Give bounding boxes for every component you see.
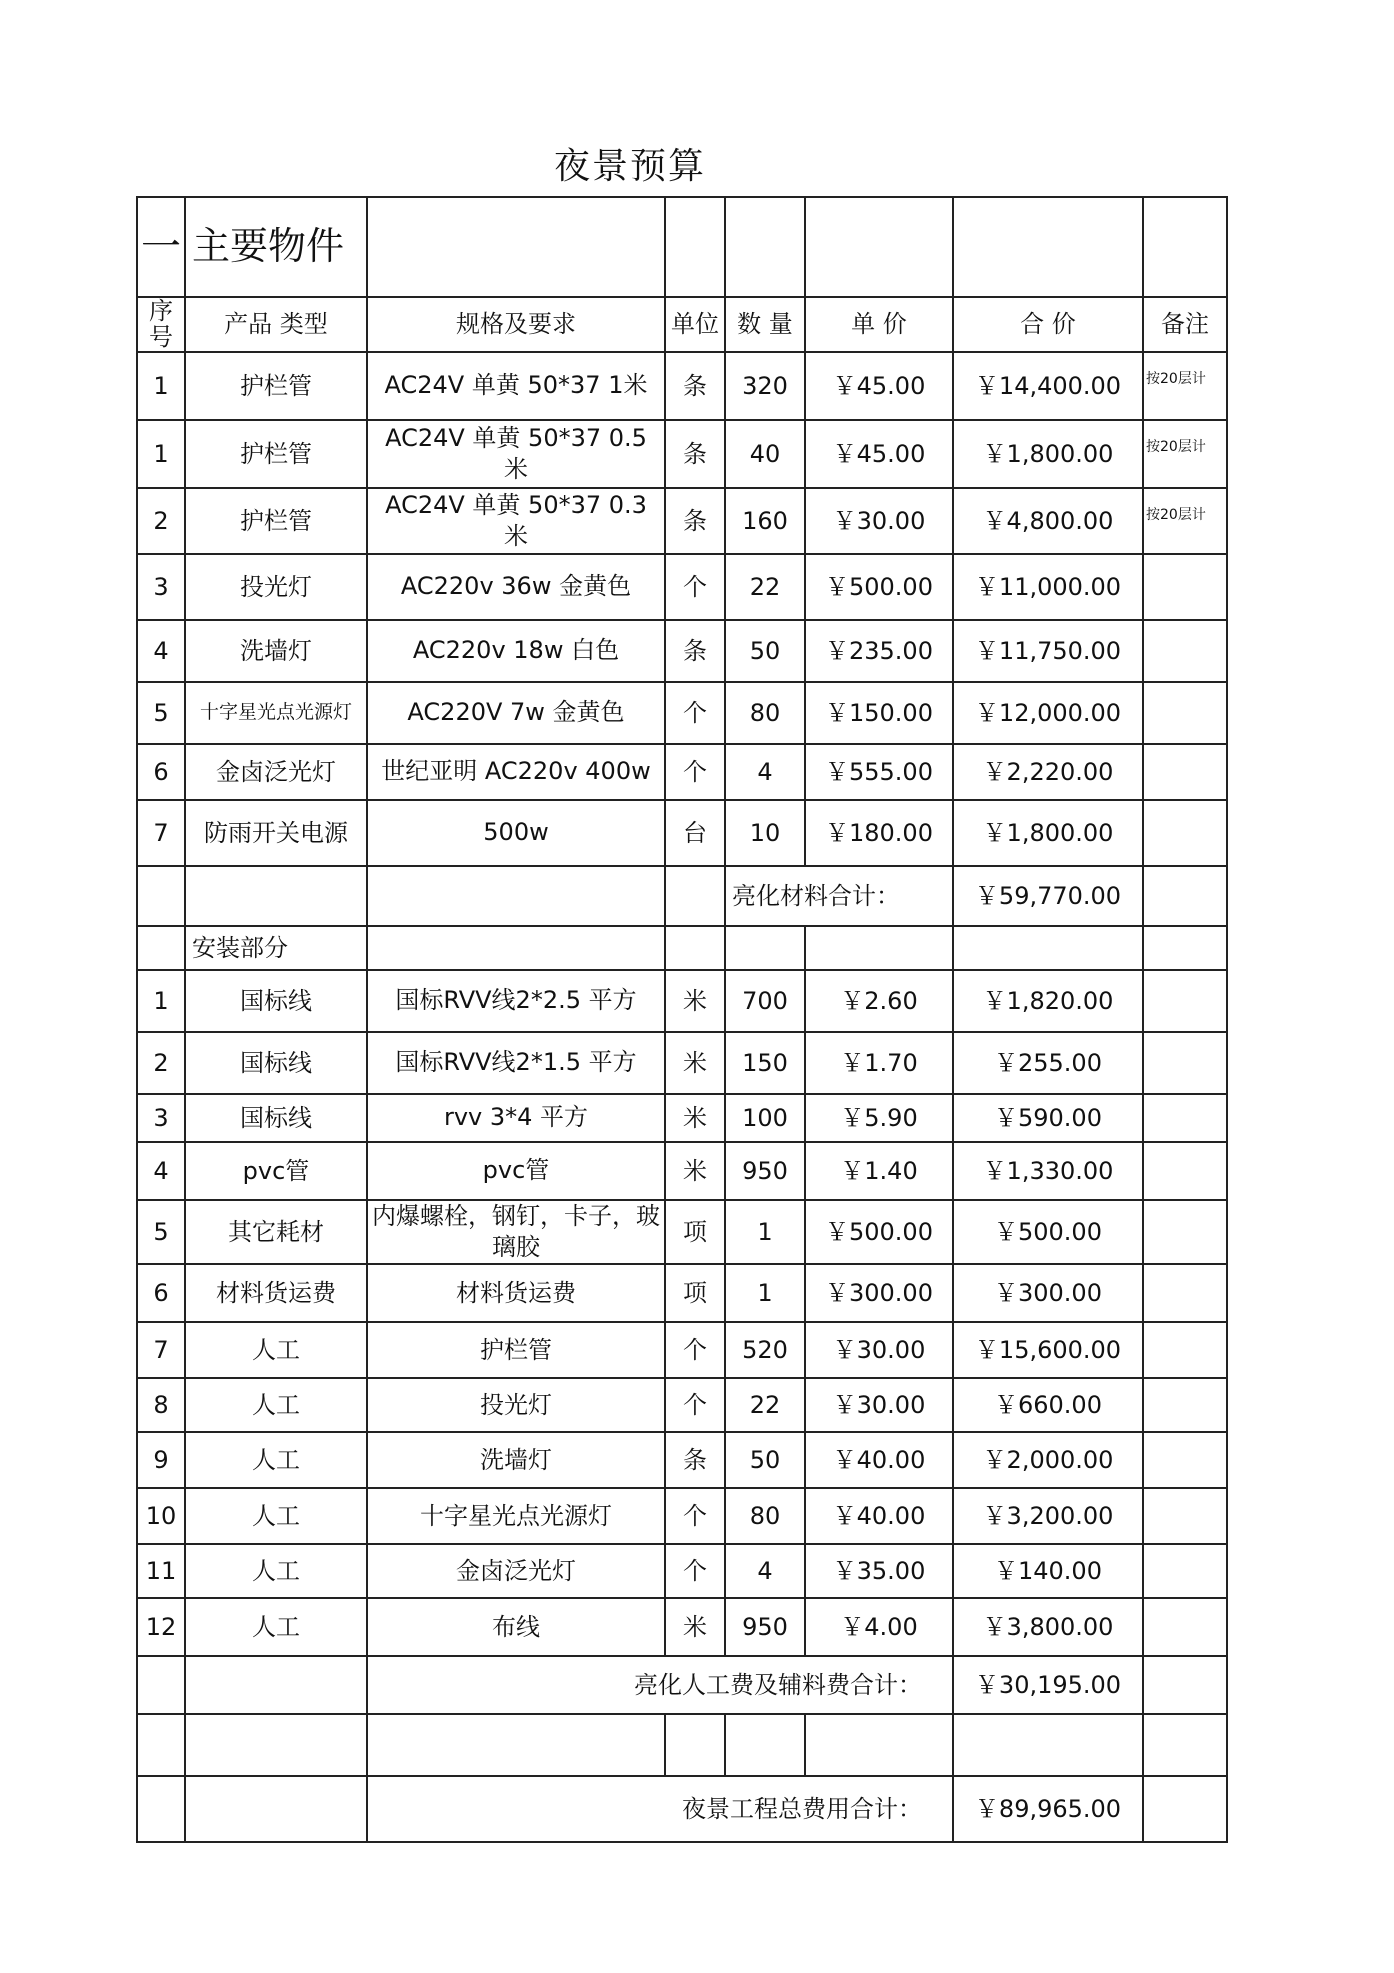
- row-total: ￥1,330.00: [953, 1142, 1143, 1200]
- row-spec: 投光灯: [367, 1378, 665, 1432]
- row-note: 按20层计: [1143, 420, 1227, 488]
- row-price: ￥500.00: [805, 554, 953, 620]
- row-unit: 条: [665, 488, 725, 554]
- row-unit: 条: [665, 1432, 725, 1488]
- row-seq: 4: [137, 1142, 185, 1200]
- row-total: ￥590.00: [953, 1094, 1143, 1142]
- row-seq: 12: [137, 1598, 185, 1656]
- row-unit: 条: [665, 420, 725, 488]
- row-qty: 150: [725, 1032, 805, 1094]
- table-row: [137, 488, 1227, 554]
- row-spec: 500w: [367, 800, 665, 866]
- row-spec: 金卤泛光灯: [367, 1544, 665, 1598]
- row-total: ￥1,800.00: [953, 420, 1143, 488]
- table-row: [137, 1142, 1227, 1200]
- row-qty: 4: [725, 744, 805, 800]
- subtotal-materials-label: 亮化材料合计：: [725, 866, 953, 926]
- row-unit: 条: [665, 352, 725, 420]
- row-total: ￥3,200.00: [953, 1488, 1143, 1544]
- row-unit: 项: [665, 1264, 725, 1322]
- table-row: [137, 1488, 1227, 1544]
- row-price: ￥150.00: [805, 682, 953, 744]
- section-1-title: 主要物件: [185, 197, 367, 297]
- row-note: [1143, 1264, 1227, 1322]
- row-total: ￥500.00: [953, 1200, 1143, 1264]
- row-total: ￥1,800.00: [953, 800, 1143, 866]
- row-qty: 40: [725, 420, 805, 488]
- row-spec: AC24V 单黄 50*37 1米: [367, 352, 665, 420]
- row-price: ￥1.40: [805, 1142, 953, 1200]
- row-unit: 米: [665, 1598, 725, 1656]
- row-spec: 布线: [367, 1598, 665, 1656]
- row-qty: 50: [725, 1432, 805, 1488]
- row-qty: 160: [725, 488, 805, 554]
- header-note: 备注: [1143, 297, 1227, 352]
- row-seq: 1: [137, 970, 185, 1032]
- row-qty: 100: [725, 1094, 805, 1142]
- section-2-row: [137, 926, 1227, 970]
- row-note: [1143, 554, 1227, 620]
- row-spec: 护栏管: [367, 1322, 665, 1378]
- row-unit: 项: [665, 1200, 725, 1264]
- row-note: [1143, 744, 1227, 800]
- section-1-row: [137, 197, 1227, 297]
- header-spec: 规格及要求: [367, 297, 665, 352]
- row-spec: AC220v 36w 金黄色: [367, 554, 665, 620]
- row-qty: 22: [725, 554, 805, 620]
- row-price: ￥500.00: [805, 1200, 953, 1264]
- row-spec: 洗墙灯: [367, 1432, 665, 1488]
- row-product: 国标线: [185, 1032, 367, 1094]
- row-qty: 80: [725, 682, 805, 744]
- row-product: 金卤泛光灯: [185, 744, 367, 800]
- row-note: [1143, 970, 1227, 1032]
- table-row: [137, 1432, 1227, 1488]
- row-note: [1143, 1432, 1227, 1488]
- row-total: ￥255.00: [953, 1032, 1143, 1094]
- row-product: pvc管: [185, 1142, 367, 1200]
- table-row: [137, 1598, 1227, 1656]
- row-qty: 80: [725, 1488, 805, 1544]
- row-unit: 个: [665, 682, 725, 744]
- row-spec: 材料货运费: [367, 1264, 665, 1322]
- row-qty: 1: [725, 1200, 805, 1264]
- row-unit: 个: [665, 744, 725, 800]
- header-total: 合 价: [953, 297, 1143, 352]
- row-spec: AC220v 18w 白色: [367, 620, 665, 682]
- row-seq: 7: [137, 800, 185, 866]
- row-product: 十字星光点光源灯: [185, 682, 367, 744]
- row-total: ￥15,600.00: [953, 1322, 1143, 1378]
- row-unit: 个: [665, 1488, 725, 1544]
- table-row: [137, 970, 1227, 1032]
- row-price: ￥35.00: [805, 1544, 953, 1598]
- section-1-number: 一: [137, 197, 185, 297]
- subtotal-labor-value: ￥30,195.00: [953, 1656, 1143, 1714]
- grand-total-row: [137, 1776, 1227, 1842]
- row-note: [1143, 620, 1227, 682]
- row-price: ￥4.00: [805, 1598, 953, 1656]
- row-qty: 50: [725, 620, 805, 682]
- table-row: [137, 1200, 1227, 1264]
- row-unit: 个: [665, 1544, 725, 1598]
- row-note: [1143, 682, 1227, 744]
- row-spec: 内爆螺栓，钢钉，卡子，玻璃胶: [367, 1200, 665, 1264]
- row-seq: 7: [137, 1322, 185, 1378]
- row-note: [1143, 800, 1227, 866]
- header-seq: 序号: [137, 297, 185, 352]
- table-row: [137, 744, 1227, 800]
- row-seq: 10: [137, 1488, 185, 1544]
- subtotal-materials-value: ￥59,770.00: [953, 866, 1143, 926]
- row-seq: 3: [137, 554, 185, 620]
- row-product: 材料货运费: [185, 1264, 367, 1322]
- row-note: [1143, 1378, 1227, 1432]
- table-row: [137, 800, 1227, 866]
- row-unit: 米: [665, 970, 725, 1032]
- row-product: 护栏管: [185, 352, 367, 420]
- row-note: [1143, 1142, 1227, 1200]
- subtotal-materials-row: [137, 866, 1227, 926]
- row-total: ￥2,000.00: [953, 1432, 1143, 1488]
- table-row: [137, 554, 1227, 620]
- budget-table: [136, 196, 1228, 1843]
- row-product: 人工: [185, 1544, 367, 1598]
- row-unit: 米: [665, 1094, 725, 1142]
- row-note: [1143, 1598, 1227, 1656]
- row-spec: AC24V 单黄 50*37 0.3 米: [367, 488, 665, 554]
- table-row: [137, 1378, 1227, 1432]
- page-title: 夜景预算: [553, 146, 706, 187]
- row-spec: AC220V 7w 金黄色: [367, 682, 665, 744]
- row-price: ￥555.00: [805, 744, 953, 800]
- budget-table-body: [137, 197, 1227, 1842]
- row-total: ￥11,000.00: [953, 554, 1143, 620]
- row-seq: 1: [137, 420, 185, 488]
- row-unit: 个: [665, 1378, 725, 1432]
- row-product: 人工: [185, 1378, 367, 1432]
- row-note: [1143, 1094, 1227, 1142]
- row-seq: 5: [137, 1200, 185, 1264]
- row-seq: 9: [137, 1432, 185, 1488]
- table-row: [137, 620, 1227, 682]
- grand-total-value: ￥89,965.00: [953, 1776, 1143, 1842]
- row-total: ￥2,220.00: [953, 744, 1143, 800]
- table-row: [137, 1032, 1227, 1094]
- row-qty: 950: [725, 1598, 805, 1656]
- section-2-title: 安装部分: [185, 926, 367, 970]
- table-row: [137, 1544, 1227, 1598]
- row-seq: 3: [137, 1094, 185, 1142]
- row-total: ￥300.00: [953, 1264, 1143, 1322]
- row-note: [1143, 1544, 1227, 1598]
- row-seq: 5: [137, 682, 185, 744]
- row-price: ￥30.00: [805, 488, 953, 554]
- row-seq: 4: [137, 620, 185, 682]
- row-total: ￥11,750.00: [953, 620, 1143, 682]
- row-seq: 6: [137, 744, 185, 800]
- row-total: ￥14,400.00: [953, 352, 1143, 420]
- row-total: ￥4,800.00: [953, 488, 1143, 554]
- row-unit: 米: [665, 1032, 725, 1094]
- row-qty: 22: [725, 1378, 805, 1432]
- row-qty: 320: [725, 352, 805, 420]
- row-spec: 国标RVV线2*2.5 平方: [367, 970, 665, 1032]
- row-seq: 2: [137, 488, 185, 554]
- row-product: 防雨开关电源: [185, 800, 367, 866]
- table-row: [137, 1322, 1227, 1378]
- row-spec: 十字星光点光源灯: [367, 1488, 665, 1544]
- row-qty: 4: [725, 1544, 805, 1598]
- row-note: 按20层计: [1143, 488, 1227, 554]
- row-product: 投光灯: [185, 554, 367, 620]
- row-unit: 个: [665, 554, 725, 620]
- row-note: [1143, 1032, 1227, 1094]
- header-product: 产品 类型: [185, 297, 367, 352]
- row-product: 人工: [185, 1488, 367, 1544]
- row-product: 人工: [185, 1432, 367, 1488]
- row-spec: 世纪亚明 AC220v 400w: [367, 744, 665, 800]
- row-unit: 条: [665, 620, 725, 682]
- row-seq: 2: [137, 1032, 185, 1094]
- row-note: [1143, 1200, 1227, 1264]
- row-spec: rvv 3*4 平方: [367, 1094, 665, 1142]
- table-row: [137, 1264, 1227, 1322]
- row-note: [1143, 1488, 1227, 1544]
- row-seq: 1: [137, 352, 185, 420]
- row-price: ￥235.00: [805, 620, 953, 682]
- header-row: [137, 297, 1227, 352]
- row-product: 护栏管: [185, 488, 367, 554]
- row-note: [1143, 1322, 1227, 1378]
- row-product: 国标线: [185, 970, 367, 1032]
- table-row: [137, 420, 1227, 488]
- row-total: ￥1,820.00: [953, 970, 1143, 1032]
- row-product: 人工: [185, 1322, 367, 1378]
- row-price: ￥40.00: [805, 1488, 953, 1544]
- row-qty: 1: [725, 1264, 805, 1322]
- row-qty: 10: [725, 800, 805, 866]
- row-price: ￥180.00: [805, 800, 953, 866]
- grand-total-label: 夜景工程总费用合计：: [367, 1776, 953, 1842]
- row-qty: 950: [725, 1142, 805, 1200]
- row-price: ￥2.60: [805, 970, 953, 1032]
- row-price: ￥5.90: [805, 1094, 953, 1142]
- row-product: 其它耗材: [185, 1200, 367, 1264]
- row-product: 洗墙灯: [185, 620, 367, 682]
- row-price: ￥30.00: [805, 1378, 953, 1432]
- row-total: ￥660.00: [953, 1378, 1143, 1432]
- row-price: ￥300.00: [805, 1264, 953, 1322]
- row-qty: 700: [725, 970, 805, 1032]
- row-price: ￥30.00: [805, 1322, 953, 1378]
- row-seq: 6: [137, 1264, 185, 1322]
- row-product: 护栏管: [185, 420, 367, 488]
- row-unit: 米: [665, 1142, 725, 1200]
- row-product: 人工: [185, 1598, 367, 1656]
- row-total: ￥12,000.00: [953, 682, 1143, 744]
- row-price: ￥1.70: [805, 1032, 953, 1094]
- header-price: 单 价: [805, 297, 953, 352]
- row-price: ￥45.00: [805, 420, 953, 488]
- row-seq: 8: [137, 1378, 185, 1432]
- subtotal-labor-label: 亮化人工费及辅料费合计：: [367, 1656, 953, 1714]
- row-seq: 11: [137, 1544, 185, 1598]
- subtotal-labor-row: [137, 1656, 1227, 1714]
- header-qty: 数 量: [725, 297, 805, 352]
- row-qty: 520: [725, 1322, 805, 1378]
- row-spec: AC24V 单黄 50*37 0.5 米: [367, 420, 665, 488]
- row-spec: 国标RVV线2*1.5 平方: [367, 1032, 665, 1094]
- row-unit: 个: [665, 1322, 725, 1378]
- row-spec: pvc管: [367, 1142, 665, 1200]
- table-row: [137, 682, 1227, 744]
- row-price: ￥45.00: [805, 352, 953, 420]
- table-row: [137, 352, 1227, 420]
- header-unit: 单位: [665, 297, 725, 352]
- row-total: ￥3,800.00: [953, 1598, 1143, 1656]
- row-product: 国标线: [185, 1094, 367, 1142]
- row-note: 按20层计: [1143, 352, 1227, 420]
- row-unit: 台: [665, 800, 725, 866]
- empty-row: [137, 1714, 1227, 1776]
- table-row: [137, 1094, 1227, 1142]
- row-price: ￥40.00: [805, 1432, 953, 1488]
- row-total: ￥140.00: [953, 1544, 1143, 1598]
